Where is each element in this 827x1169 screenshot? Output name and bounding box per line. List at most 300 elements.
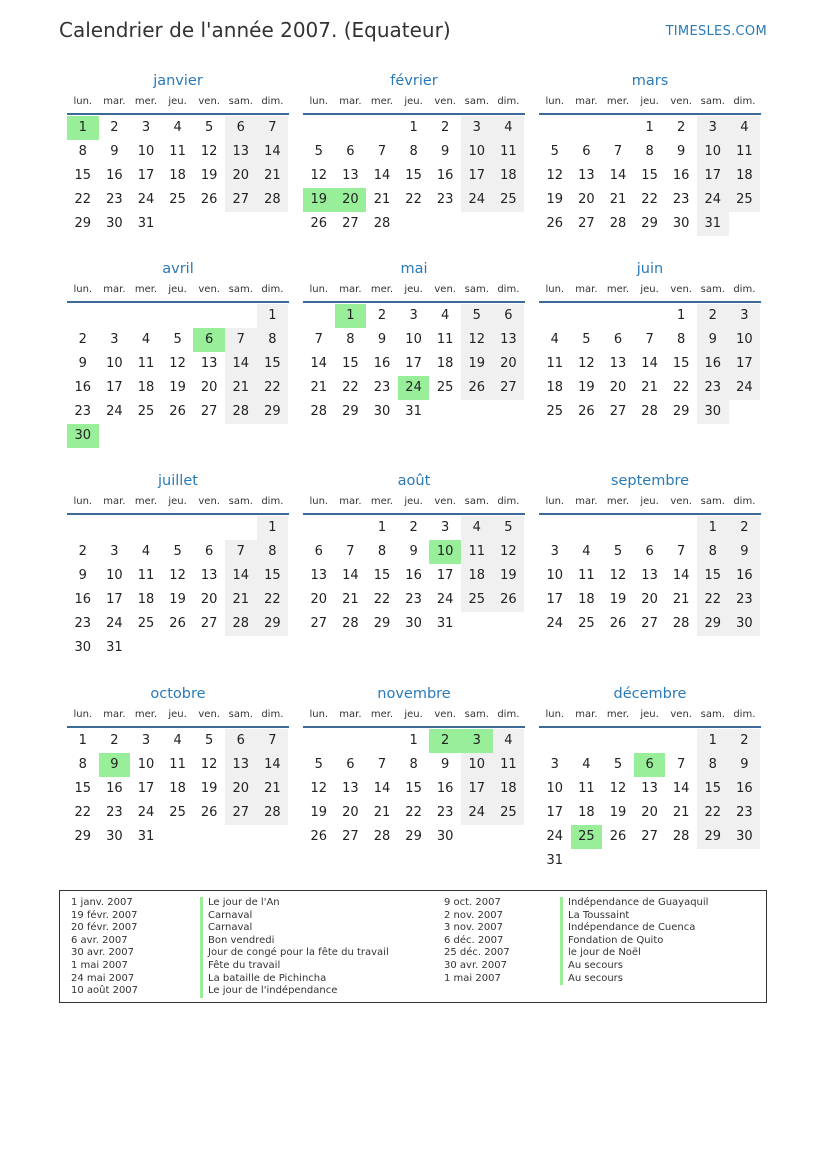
- day-cell[interactable]: 30: [106, 829, 123, 844]
- day-cell[interactable]: 12: [493, 540, 525, 564]
- day-cell[interactable]: 14: [672, 781, 690, 796]
- day-cell[interactable]: 19: [493, 564, 525, 588]
- day-cell[interactable]: 27: [342, 829, 359, 844]
- day-cell[interactable]: 12: [200, 144, 218, 159]
- day-cell[interactable]: 11: [493, 753, 525, 777]
- day-cell[interactable]: 19: [609, 805, 627, 820]
- day-cell[interactable]: 18: [169, 168, 186, 183]
- day-cell[interactable]: 4: [461, 516, 493, 540]
- holiday-day[interactable]: 6: [634, 753, 666, 777]
- day-cell[interactable]: 14: [310, 356, 328, 371]
- day-cell[interactable]: 13: [225, 753, 257, 777]
- day-cell[interactable]: 12: [169, 568, 186, 583]
- day-cell[interactable]: 28: [310, 404, 328, 419]
- day-cell[interactable]: 23: [405, 592, 422, 607]
- day-cell[interactable]: 23: [697, 376, 729, 400]
- day-cell[interactable]: 6: [645, 544, 654, 559]
- day-cell[interactable]: 15: [74, 168, 92, 183]
- day-cell[interactable]: 15: [641, 168, 658, 183]
- day-cell[interactable]: 16: [106, 168, 123, 183]
- day-cell[interactable]: 27: [225, 801, 257, 825]
- day-cell[interactable]: 10: [546, 568, 564, 583]
- day-cell[interactable]: 27: [342, 216, 359, 231]
- day-cell[interactable]: 3: [729, 304, 761, 328]
- day-cell[interactable]: 29: [697, 612, 729, 636]
- day-cell[interactable]: 7: [677, 757, 686, 772]
- day-cell[interactable]: 29: [74, 829, 92, 844]
- day-cell[interactable]: 18: [137, 592, 155, 607]
- day-cell[interactable]: 24: [106, 616, 123, 631]
- day-cell[interactable]: 8: [697, 540, 729, 564]
- day-cell[interactable]: 18: [436, 356, 454, 371]
- day-cell[interactable]: 3: [141, 120, 151, 135]
- day-cell[interactable]: 17: [137, 781, 155, 796]
- day-cell[interactable]: 12: [609, 568, 627, 583]
- day-cell[interactable]: 17: [729, 352, 761, 376]
- day-cell[interactable]: 3: [461, 116, 493, 140]
- day-cell[interactable]: 23: [106, 805, 123, 820]
- day-cell[interactable]: 29: [74, 216, 92, 231]
- day-cell[interactable]: 10: [697, 140, 729, 164]
- day-cell[interactable]: 24: [461, 188, 493, 212]
- day-cell[interactable]: 18: [493, 164, 525, 188]
- day-cell[interactable]: 29: [257, 400, 289, 424]
- day-cell[interactable]: 30: [74, 640, 92, 655]
- day-cell[interactable]: 23: [729, 801, 761, 825]
- day-cell[interactable]: 24: [461, 801, 493, 825]
- day-cell[interactable]: 6: [314, 544, 323, 559]
- day-cell[interactable]: 9: [441, 144, 450, 159]
- day-cell[interactable]: 12: [546, 168, 564, 183]
- day-cell[interactable]: 31: [405, 404, 422, 419]
- day-cell[interactable]: 11: [169, 757, 186, 772]
- day-cell[interactable]: 4: [582, 757, 591, 772]
- day-cell[interactable]: 29: [697, 825, 729, 849]
- day-cell[interactable]: 24: [137, 805, 155, 820]
- day-cell[interactable]: 12: [200, 757, 218, 772]
- day-cell[interactable]: 14: [342, 568, 359, 583]
- day-cell[interactable]: 10: [546, 781, 564, 796]
- day-cell[interactable]: 2: [110, 733, 119, 748]
- day-cell[interactable]: 17: [697, 164, 729, 188]
- day-cell[interactable]: 14: [609, 168, 627, 183]
- day-cell[interactable]: 14: [257, 753, 289, 777]
- day-cell[interactable]: 16: [373, 356, 391, 371]
- day-cell[interactable]: 25: [493, 188, 525, 212]
- day-cell[interactable]: 22: [405, 805, 422, 820]
- day-cell[interactable]: 19: [200, 168, 218, 183]
- day-cell[interactable]: 31: [106, 640, 123, 655]
- day-cell[interactable]: 22: [672, 380, 690, 395]
- day-cell[interactable]: 26: [578, 404, 595, 419]
- day-cell[interactable]: 19: [578, 380, 595, 395]
- day-cell[interactable]: 31: [436, 616, 454, 631]
- day-cell[interactable]: 17: [106, 380, 123, 395]
- day-cell[interactable]: 5: [173, 544, 182, 559]
- day-cell[interactable]: 30: [729, 612, 761, 636]
- day-cell[interactable]: 9: [441, 757, 450, 772]
- day-cell[interactable]: 17: [461, 164, 493, 188]
- day-cell[interactable]: 25: [169, 805, 186, 820]
- day-cell[interactable]: 9: [377, 332, 387, 347]
- day-cell[interactable]: 26: [310, 829, 328, 844]
- day-cell[interactable]: 23: [74, 404, 92, 419]
- day-cell[interactable]: 11: [729, 140, 761, 164]
- day-cell[interactable]: 15: [342, 356, 359, 371]
- day-cell[interactable]: 2: [729, 516, 761, 540]
- holiday-day[interactable]: 19: [303, 188, 335, 212]
- day-cell[interactable]: 10: [106, 568, 123, 583]
- day-cell[interactable]: 21: [225, 588, 257, 612]
- day-cell[interactable]: 6: [225, 729, 257, 753]
- day-cell[interactable]: 27: [609, 404, 627, 419]
- day-cell[interactable]: 3: [110, 544, 119, 559]
- site-link[interactable]: TIMESLES.COM: [665, 24, 767, 39]
- day-cell[interactable]: 25: [169, 192, 186, 207]
- day-cell[interactable]: 16: [729, 777, 761, 801]
- day-cell[interactable]: 31: [137, 216, 155, 231]
- day-cell[interactable]: 13: [200, 568, 218, 583]
- day-cell[interactable]: 22: [257, 376, 289, 400]
- day-cell[interactable]: 3: [697, 116, 729, 140]
- day-cell[interactable]: 28: [672, 829, 690, 844]
- day-cell[interactable]: 28: [373, 829, 391, 844]
- day-cell[interactable]: 14: [225, 564, 257, 588]
- day-cell[interactable]: 8: [346, 332, 355, 347]
- holiday-day[interactable]: 3: [461, 729, 493, 753]
- day-cell[interactable]: 25: [436, 380, 454, 395]
- day-cell[interactable]: 21: [672, 805, 690, 820]
- day-cell[interactable]: 28: [672, 616, 690, 631]
- day-cell[interactable]: 6: [493, 304, 525, 328]
- day-cell[interactable]: 26: [200, 805, 218, 820]
- day-cell[interactable]: 20: [342, 805, 359, 820]
- day-cell[interactable]: 21: [257, 164, 289, 188]
- day-cell[interactable]: 14: [373, 781, 391, 796]
- day-cell[interactable]: 2: [677, 120, 686, 135]
- day-cell[interactable]: 22: [405, 192, 422, 207]
- day-cell[interactable]: 6: [346, 757, 355, 772]
- day-cell[interactable]: 19: [200, 781, 218, 796]
- day-cell[interactable]: 11: [461, 540, 493, 564]
- day-cell[interactable]: 15: [74, 781, 92, 796]
- day-cell[interactable]: 2: [78, 544, 87, 559]
- day-cell[interactable]: 20: [641, 592, 658, 607]
- day-cell[interactable]: 3: [141, 733, 151, 748]
- day-cell[interactable]: 22: [697, 801, 729, 825]
- day-cell[interactable]: 27: [641, 616, 658, 631]
- day-cell[interactable]: 28: [373, 216, 391, 231]
- day-cell[interactable]: 10: [106, 356, 123, 371]
- day-cell[interactable]: 20: [310, 592, 328, 607]
- day-cell[interactable]: 21: [225, 376, 257, 400]
- day-cell[interactable]: 1: [697, 729, 729, 753]
- day-cell[interactable]: 4: [173, 733, 182, 748]
- day-cell[interactable]: 4: [141, 544, 151, 559]
- day-cell[interactable]: 22: [373, 592, 391, 607]
- day-cell[interactable]: 22: [342, 380, 359, 395]
- day-cell[interactable]: 5: [205, 120, 214, 135]
- day-cell[interactable]: 10: [137, 757, 155, 772]
- holiday-day[interactable]: 30: [67, 424, 99, 448]
- day-cell[interactable]: 5: [205, 733, 214, 748]
- day-cell[interactable]: 28: [257, 801, 289, 825]
- day-cell[interactable]: 27: [200, 404, 218, 419]
- day-cell[interactable]: 6: [582, 144, 591, 159]
- day-cell[interactable]: 18: [137, 380, 155, 395]
- day-cell[interactable]: 7: [677, 544, 686, 559]
- day-cell[interactable]: 7: [257, 116, 289, 140]
- day-cell[interactable]: 1: [78, 733, 87, 748]
- day-cell[interactable]: 30: [373, 404, 391, 419]
- day-cell[interactable]: 19: [461, 352, 493, 376]
- day-cell[interactable]: 11: [137, 356, 155, 371]
- day-cell[interactable]: 1: [645, 120, 654, 135]
- day-cell[interactable]: 1: [409, 120, 418, 135]
- day-cell[interactable]: 22: [74, 805, 92, 820]
- day-cell[interactable]: 14: [373, 168, 391, 183]
- day-cell[interactable]: 29: [373, 616, 391, 631]
- day-cell[interactable]: 7: [377, 757, 387, 772]
- day-cell[interactable]: 24: [546, 616, 564, 631]
- day-cell[interactable]: 15: [405, 781, 422, 796]
- day-cell[interactable]: 30: [729, 825, 761, 849]
- day-cell[interactable]: 1: [257, 516, 289, 540]
- day-cell[interactable]: 22: [74, 192, 92, 207]
- day-cell[interactable]: 1: [697, 516, 729, 540]
- day-cell[interactable]: 7: [613, 144, 623, 159]
- day-cell[interactable]: 17: [461, 777, 493, 801]
- day-cell[interactable]: 2: [377, 308, 387, 323]
- day-cell[interactable]: 12: [578, 356, 595, 371]
- day-cell[interactable]: 20: [578, 192, 595, 207]
- day-cell[interactable]: 16: [672, 168, 690, 183]
- day-cell[interactable]: 28: [609, 216, 627, 231]
- holiday-day[interactable]: 6: [193, 328, 225, 352]
- day-cell[interactable]: 4: [441, 308, 450, 323]
- day-cell[interactable]: 8: [257, 328, 289, 352]
- day-cell[interactable]: 5: [314, 144, 323, 159]
- day-cell[interactable]: 4: [729, 116, 761, 140]
- day-cell[interactable]: 10: [729, 328, 761, 352]
- day-cell[interactable]: 12: [461, 328, 493, 352]
- day-cell[interactable]: 16: [697, 352, 729, 376]
- day-cell[interactable]: 24: [729, 376, 761, 400]
- day-cell[interactable]: 16: [729, 564, 761, 588]
- day-cell[interactable]: 13: [641, 568, 658, 583]
- day-cell[interactable]: 17: [546, 805, 564, 820]
- day-cell[interactable]: 21: [672, 592, 690, 607]
- holiday-day[interactable]: 25: [571, 825, 603, 849]
- day-cell[interactable]: 13: [310, 568, 328, 583]
- day-cell[interactable]: 30: [106, 216, 123, 231]
- day-cell[interactable]: 9: [78, 356, 87, 371]
- day-cell[interactable]: 22: [641, 192, 658, 207]
- day-cell[interactable]: 27: [225, 188, 257, 212]
- day-cell[interactable]: 21: [310, 380, 328, 395]
- day-cell[interactable]: 23: [436, 805, 454, 820]
- day-cell[interactable]: 28: [641, 404, 658, 419]
- day-cell[interactable]: 8: [78, 757, 87, 772]
- day-cell[interactable]: 26: [310, 216, 328, 231]
- day-cell[interactable]: 25: [461, 588, 493, 612]
- day-cell[interactable]: 13: [342, 168, 359, 183]
- day-cell[interactable]: 26: [169, 404, 186, 419]
- day-cell[interactable]: 5: [613, 544, 623, 559]
- day-cell[interactable]: 12: [310, 781, 328, 796]
- day-cell[interactable]: 15: [257, 564, 289, 588]
- day-cell[interactable]: 5: [493, 516, 525, 540]
- day-cell[interactable]: 8: [409, 144, 418, 159]
- day-cell[interactable]: 17: [106, 592, 123, 607]
- day-cell[interactable]: 16: [106, 781, 123, 796]
- day-cell[interactable]: 25: [137, 404, 155, 419]
- day-cell[interactable]: 23: [729, 588, 761, 612]
- day-cell[interactable]: 8: [78, 144, 87, 159]
- day-cell[interactable]: 9: [78, 568, 87, 583]
- day-cell[interactable]: 18: [461, 564, 493, 588]
- day-cell[interactable]: 23: [672, 192, 690, 207]
- day-cell[interactable]: 5: [461, 304, 493, 328]
- day-cell[interactable]: 12: [169, 356, 186, 371]
- day-cell[interactable]: 29: [257, 612, 289, 636]
- day-cell[interactable]: 7: [377, 144, 387, 159]
- day-cell[interactable]: 13: [609, 356, 627, 371]
- day-cell[interactable]: 8: [257, 540, 289, 564]
- day-cell[interactable]: 2: [697, 304, 729, 328]
- day-cell[interactable]: 18: [578, 592, 595, 607]
- day-cell[interactable]: 25: [546, 404, 564, 419]
- day-cell[interactable]: 3: [110, 332, 119, 347]
- day-cell[interactable]: 26: [546, 216, 564, 231]
- day-cell[interactable]: 13: [225, 140, 257, 164]
- day-cell[interactable]: 9: [729, 540, 761, 564]
- day-cell[interactable]: 17: [137, 168, 155, 183]
- day-cell[interactable]: 8: [677, 332, 686, 347]
- day-cell[interactable]: 29: [405, 829, 422, 844]
- day-cell[interactable]: 6: [225, 116, 257, 140]
- day-cell[interactable]: 11: [436, 332, 454, 347]
- day-cell[interactable]: 26: [169, 616, 186, 631]
- day-cell[interactable]: 14: [641, 356, 658, 371]
- day-cell[interactable]: 7: [257, 729, 289, 753]
- day-cell[interactable]: 22: [697, 588, 729, 612]
- day-cell[interactable]: 13: [578, 168, 595, 183]
- day-cell[interactable]: 5: [173, 332, 182, 347]
- day-cell[interactable]: 9: [697, 328, 729, 352]
- day-cell[interactable]: 7: [225, 540, 257, 564]
- day-cell[interactable]: 13: [641, 781, 658, 796]
- day-cell[interactable]: 20: [609, 380, 627, 395]
- day-cell[interactable]: 24: [106, 404, 123, 419]
- day-cell[interactable]: 31: [697, 212, 729, 236]
- day-cell[interactable]: 24: [436, 592, 454, 607]
- day-cell[interactable]: 5: [613, 757, 623, 772]
- day-cell[interactable]: 14: [257, 140, 289, 164]
- day-cell[interactable]: 2: [409, 520, 418, 535]
- day-cell[interactable]: 14: [225, 352, 257, 376]
- day-cell[interactable]: 4: [173, 120, 182, 135]
- day-cell[interactable]: 8: [377, 544, 387, 559]
- day-cell[interactable]: 24: [546, 829, 564, 844]
- holiday-day[interactable]: 1: [335, 304, 367, 328]
- day-cell[interactable]: 6: [613, 332, 623, 347]
- day-cell[interactable]: 26: [461, 376, 493, 400]
- day-cell[interactable]: 18: [493, 777, 525, 801]
- day-cell[interactable]: 28: [225, 400, 257, 424]
- day-cell[interactable]: 23: [106, 192, 123, 207]
- holiday-day[interactable]: 24: [398, 376, 430, 400]
- day-cell[interactable]: 21: [257, 777, 289, 801]
- day-cell[interactable]: 27: [641, 829, 658, 844]
- day-cell[interactable]: 27: [578, 216, 595, 231]
- holiday-day[interactable]: 10: [429, 540, 461, 564]
- day-cell[interactable]: 16: [436, 168, 454, 183]
- day-cell[interactable]: 5: [550, 144, 559, 159]
- day-cell[interactable]: 30: [436, 829, 454, 844]
- day-cell[interactable]: 28: [257, 188, 289, 212]
- day-cell[interactable]: 26: [200, 192, 218, 207]
- day-cell[interactable]: 21: [342, 592, 359, 607]
- day-cell[interactable]: 5: [582, 332, 591, 347]
- day-cell[interactable]: 16: [74, 592, 92, 607]
- holiday-day[interactable]: 2: [429, 729, 461, 753]
- day-cell[interactable]: 10: [461, 140, 493, 164]
- day-cell[interactable]: 11: [546, 356, 564, 371]
- day-cell[interactable]: 11: [493, 140, 525, 164]
- day-cell[interactable]: 10: [405, 332, 422, 347]
- day-cell[interactable]: 6: [346, 144, 355, 159]
- holiday-day[interactable]: 9: [99, 753, 131, 777]
- day-cell[interactable]: 27: [310, 616, 328, 631]
- day-cell[interactable]: 17: [546, 592, 564, 607]
- day-cell[interactable]: 15: [672, 356, 690, 371]
- day-cell[interactable]: 19: [609, 592, 627, 607]
- holiday-day[interactable]: 1: [67, 116, 99, 140]
- day-cell[interactable]: 4: [550, 332, 559, 347]
- day-cell[interactable]: 20: [641, 805, 658, 820]
- day-cell[interactable]: 15: [405, 168, 422, 183]
- day-cell[interactable]: 20: [200, 380, 218, 395]
- day-cell[interactable]: 9: [677, 144, 686, 159]
- day-cell[interactable]: 13: [200, 356, 218, 371]
- day-cell[interactable]: 26: [493, 588, 525, 612]
- day-cell[interactable]: 11: [578, 568, 595, 583]
- day-cell[interactable]: 20: [225, 777, 257, 801]
- day-cell[interactable]: 17: [436, 568, 454, 583]
- day-cell[interactable]: 16: [405, 568, 422, 583]
- day-cell[interactable]: 23: [436, 192, 454, 207]
- day-cell[interactable]: 20: [225, 164, 257, 188]
- day-cell[interactable]: 1: [377, 520, 387, 535]
- day-cell[interactable]: 4: [582, 544, 591, 559]
- day-cell[interactable]: 17: [405, 356, 422, 371]
- day-cell[interactable]: 2: [78, 332, 87, 347]
- day-cell[interactable]: 19: [546, 192, 564, 207]
- day-cell[interactable]: 21: [373, 805, 391, 820]
- day-cell[interactable]: 5: [314, 757, 323, 772]
- day-cell[interactable]: 12: [609, 781, 627, 796]
- day-cell[interactable]: 28: [225, 612, 257, 636]
- day-cell[interactable]: 3: [409, 308, 418, 323]
- day-cell[interactable]: 21: [641, 380, 658, 395]
- day-cell[interactable]: 4: [493, 116, 525, 140]
- day-cell[interactable]: 4: [493, 729, 525, 753]
- day-cell[interactable]: 27: [200, 616, 218, 631]
- day-cell[interactable]: 15: [257, 352, 289, 376]
- day-cell[interactable]: 29: [672, 404, 690, 419]
- day-cell[interactable]: 13: [493, 328, 525, 352]
